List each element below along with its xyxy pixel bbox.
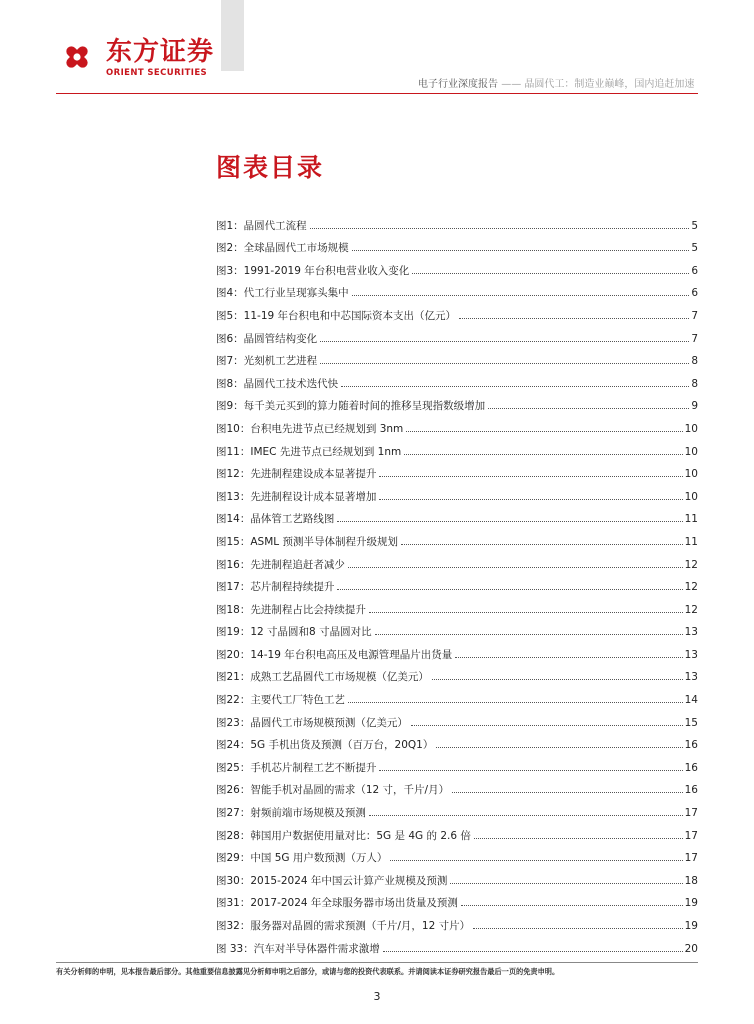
toc-entry-label: 图14：晶体管工艺路线图 <box>216 513 335 526</box>
orient-logo-icon <box>56 36 98 78</box>
toc-entry[interactable] <box>216 752 698 775</box>
header-separator: —— <box>501 79 522 90</box>
toc-entry[interactable] <box>216 300 698 323</box>
toc-entry-label: 图17：芯片制程持续提升 <box>216 581 335 594</box>
toc-entry-page: 17 <box>684 852 698 865</box>
toc-entry-page: 10 <box>684 490 698 503</box>
toc-entry-page: 19 <box>684 897 698 910</box>
toc-dot-leader <box>320 363 689 364</box>
toc-entry-label: 图23：晶圆代工市场规模预测（亿美元） <box>216 716 408 729</box>
toc-entry[interactable] <box>216 910 698 933</box>
toc-entry[interactable] <box>216 707 698 730</box>
toc-entry-label: 图6：晶圆管结构变化 <box>216 332 318 345</box>
toc-entry[interactable] <box>216 278 698 301</box>
toc-entry-page: 11 <box>684 535 698 548</box>
toc-dot-leader <box>320 341 689 342</box>
toc-entry[interactable] <box>216 797 698 820</box>
toc-entry[interactable] <box>216 481 698 504</box>
toc-entry[interactable] <box>216 572 698 595</box>
toc-entry-label: 图 33：汽车对半导体器件需求激增 <box>216 942 380 955</box>
toc-entry[interactable] <box>216 391 698 414</box>
toc-entry-page: 13 <box>684 648 698 661</box>
toc-entry-page: 13 <box>684 626 698 639</box>
toc-dot-leader <box>412 273 689 274</box>
toc-dot-leader <box>432 679 683 680</box>
toc-entry-label: 图28：韩国用户数据使用量对比：5G 是 4G 的 2.6 倍 <box>216 829 471 842</box>
footer-disclaimer: 有关分析师的申明，见本报告最后部分。其他重要信息披露见分析师申明之后部分，或请与您的投资代表联系。并请阅读本证券研究报告最后一页的免责申明。 <box>56 967 560 976</box>
toc-dot-leader <box>461 905 683 906</box>
toc-entry[interactable] <box>216 820 698 843</box>
toc-entry[interactable] <box>216 526 698 549</box>
toc-dot-leader <box>455 657 682 658</box>
brand-name-en: ORIENT SECURITIES <box>106 68 208 78</box>
toc-entry-label: 图19：12 寸晶圆和8 寸晶圆对比 <box>216 626 372 639</box>
toc-entry[interactable] <box>216 888 698 911</box>
toc-dot-leader <box>473 928 683 929</box>
toc-entry[interactable] <box>216 549 698 572</box>
toc-entry-label: 图24：5G 手机出货及预测（百万台，20Q1） <box>216 739 434 752</box>
toc-entry-label: 图13：先进制程设计成本显著增加 <box>216 490 377 503</box>
toc-dot-leader <box>348 567 683 568</box>
toc-entry[interactable] <box>216 323 698 346</box>
toc-dot-leader <box>436 747 682 748</box>
toc-entry-label: 图11：IMEC 先进节点已经规划到 1nm <box>216 445 402 458</box>
toc-dot-leader <box>310 228 690 229</box>
toc-entry[interactable] <box>216 233 698 256</box>
toc-entry-page: 18 <box>684 874 698 887</box>
toc-entry[interactable] <box>216 594 698 617</box>
footer-rule <box>56 962 698 963</box>
report-subtitle: 晶圆代工：制造业巅峰，国内追赶加速 <box>524 79 695 90</box>
toc-entry-label: 图31：2017-2024 年全球服务器市场出货量及预测 <box>216 897 458 910</box>
toc-dot-leader <box>459 318 689 319</box>
toc-dot-leader <box>411 725 683 726</box>
toc-entry-page: 16 <box>684 761 698 774</box>
brand-logo <box>56 36 220 80</box>
toc-entry-label: 图5：11-19 年台积电和中芯国际资本支出（亿元） <box>216 309 457 322</box>
toc-entry-page: 6 <box>691 264 698 277</box>
toc-entry-page: 8 <box>691 355 698 368</box>
toc-entry-label: 图26：智能手机对晶圆的需求（12 寸，千片/月） <box>216 784 450 797</box>
toc-entry[interactable] <box>216 504 698 527</box>
toc-entry-label: 图15：ASML 预测半导体制程升级规划 <box>216 535 398 548</box>
toc-entry[interactable] <box>216 255 698 278</box>
toc-entry-page: 5 <box>691 219 698 232</box>
toc-dot-leader <box>337 521 682 522</box>
toc-dot-leader <box>379 476 682 477</box>
toc-dot-leader <box>452 792 683 793</box>
toc-dot-leader <box>488 408 689 409</box>
toc-entry[interactable] <box>216 346 698 369</box>
toc-dot-leader <box>406 431 682 432</box>
toc-entry-label: 图18：先进制程占比会持续提升 <box>216 603 366 616</box>
report-header <box>418 75 694 90</box>
toc-list <box>216 210 698 956</box>
toc-dot-leader <box>404 454 682 455</box>
toc-entry-label: 图30：2015-2024 年中国云计算产业规模及预测 <box>216 874 448 887</box>
toc-entry[interactable] <box>216 210 698 233</box>
toc-entry[interactable] <box>216 684 698 707</box>
toc-entry-label: 图1：晶圆代工流程 <box>216 219 307 232</box>
toc-entry-page: 7 <box>691 332 698 345</box>
toc-entry[interactable] <box>216 639 698 662</box>
toc-entry[interactable] <box>216 617 698 640</box>
toc-entry[interactable] <box>216 843 698 866</box>
toc-dot-leader <box>341 386 689 387</box>
toc-dot-leader <box>450 883 682 884</box>
toc-dot-leader <box>379 770 682 771</box>
toc-entry-page: 9 <box>691 400 698 413</box>
toc-entry-page: 10 <box>684 445 698 458</box>
toc-entry-page: 12 <box>684 558 698 571</box>
toc-entry-page: 14 <box>684 694 698 707</box>
header-rule <box>56 93 698 94</box>
toc-entry[interactable] <box>216 933 698 956</box>
toc-entry-page: 6 <box>691 287 698 300</box>
toc-entry-label: 图27：射频前端市场规模及预测 <box>216 807 366 820</box>
toc-entry-label: 图21：成熟工艺晶圆代工市场规模（亿美元） <box>216 671 429 684</box>
toc-entry[interactable] <box>216 436 698 459</box>
toc-entry-label: 图29：中国 5G 用户数预测（万人） <box>216 852 388 865</box>
toc-entry-page: 8 <box>691 377 698 390</box>
toc-dot-leader <box>369 612 683 613</box>
toc-entry-page: 16 <box>684 784 698 797</box>
toc-entry-label: 图9：每千美元买到的算力随着时间的推移呈现指数级增加 <box>216 400 486 413</box>
toc-entry-page: 10 <box>684 468 698 481</box>
report-type: 电子行业深度报告 <box>418 79 498 90</box>
toc-entry[interactable] <box>216 368 698 391</box>
toc-entry-page: 15 <box>684 716 698 729</box>
toc-entry-page: 10 <box>684 422 698 435</box>
toc-entry-label: 图12：先进制程建设成本显著提升 <box>216 468 377 481</box>
toc-dot-leader <box>383 951 683 952</box>
toc-entry[interactable] <box>216 775 698 798</box>
brand-name-cn: 东方证券 <box>106 37 215 67</box>
toc-dot-leader <box>369 815 683 816</box>
toc-entry[interactable] <box>216 662 698 685</box>
toc-entry[interactable] <box>216 413 698 436</box>
toc-entry-label: 图3：1991-2019 年台积电营业收入变化 <box>216 264 410 277</box>
page-number: 3 <box>373 990 381 1003</box>
toc-entry-page: 5 <box>691 242 698 255</box>
toc-entry-page: 7 <box>691 309 698 322</box>
toc-entry-label: 图4：代工行业呈现寡头集中 <box>216 287 349 300</box>
toc-entry-label: 图25：手机芯片制程工艺不断提升 <box>216 761 377 774</box>
toc-dot-leader <box>390 860 682 861</box>
toc-entry-page: 17 <box>684 829 698 842</box>
toc-entry-page: 13 <box>684 671 698 684</box>
toc-dot-leader <box>375 634 683 635</box>
toc-entry-page: 12 <box>684 603 698 616</box>
toc-entry-label: 图7：光刻机工艺进程 <box>216 355 318 368</box>
toc-dot-leader <box>401 544 683 545</box>
toc-entry-label: 图10：台积电先进节点已经规划到 3nm <box>216 422 404 435</box>
toc-dot-leader <box>352 250 690 251</box>
toc-dot-leader <box>337 589 682 590</box>
toc-dot-leader <box>379 499 682 500</box>
toc-entry-label: 图32：服务器对晶圆的需求预测（千片/月，12 寸片） <box>216 920 471 932</box>
toc-entry-page: 11 <box>684 513 698 526</box>
toc-entry-label: 图20：14-19 年台积电高压及电源管理晶片出货量 <box>216 648 453 661</box>
toc-dot-leader <box>348 702 683 703</box>
toc-entry-label: 图8：晶圆代工技术迭代快 <box>216 377 339 390</box>
toc-entry-page: 16 <box>684 739 698 752</box>
toc-title: 图表目录 <box>216 153 325 182</box>
toc-entry-page: 12 <box>684 581 698 594</box>
toc-entry-label: 图22：主要代工厂特色工艺 <box>216 694 345 707</box>
toc-entry[interactable] <box>216 730 698 753</box>
toc-entry-label: 图16：先进制程追赶者减少 <box>216 558 345 571</box>
toc-dot-leader <box>352 295 690 296</box>
toc-dot-leader <box>474 838 683 839</box>
header-decor-bar <box>221 0 244 71</box>
toc-entry-page: 20 <box>684 942 698 955</box>
toc-entry[interactable] <box>216 865 698 888</box>
toc-entry-label: 图2：全球晶圆代工市场规模 <box>216 242 349 255</box>
toc-entry[interactable] <box>216 459 698 482</box>
toc-entry-page: 17 <box>684 807 698 820</box>
toc-entry-page: 19 <box>684 920 698 932</box>
